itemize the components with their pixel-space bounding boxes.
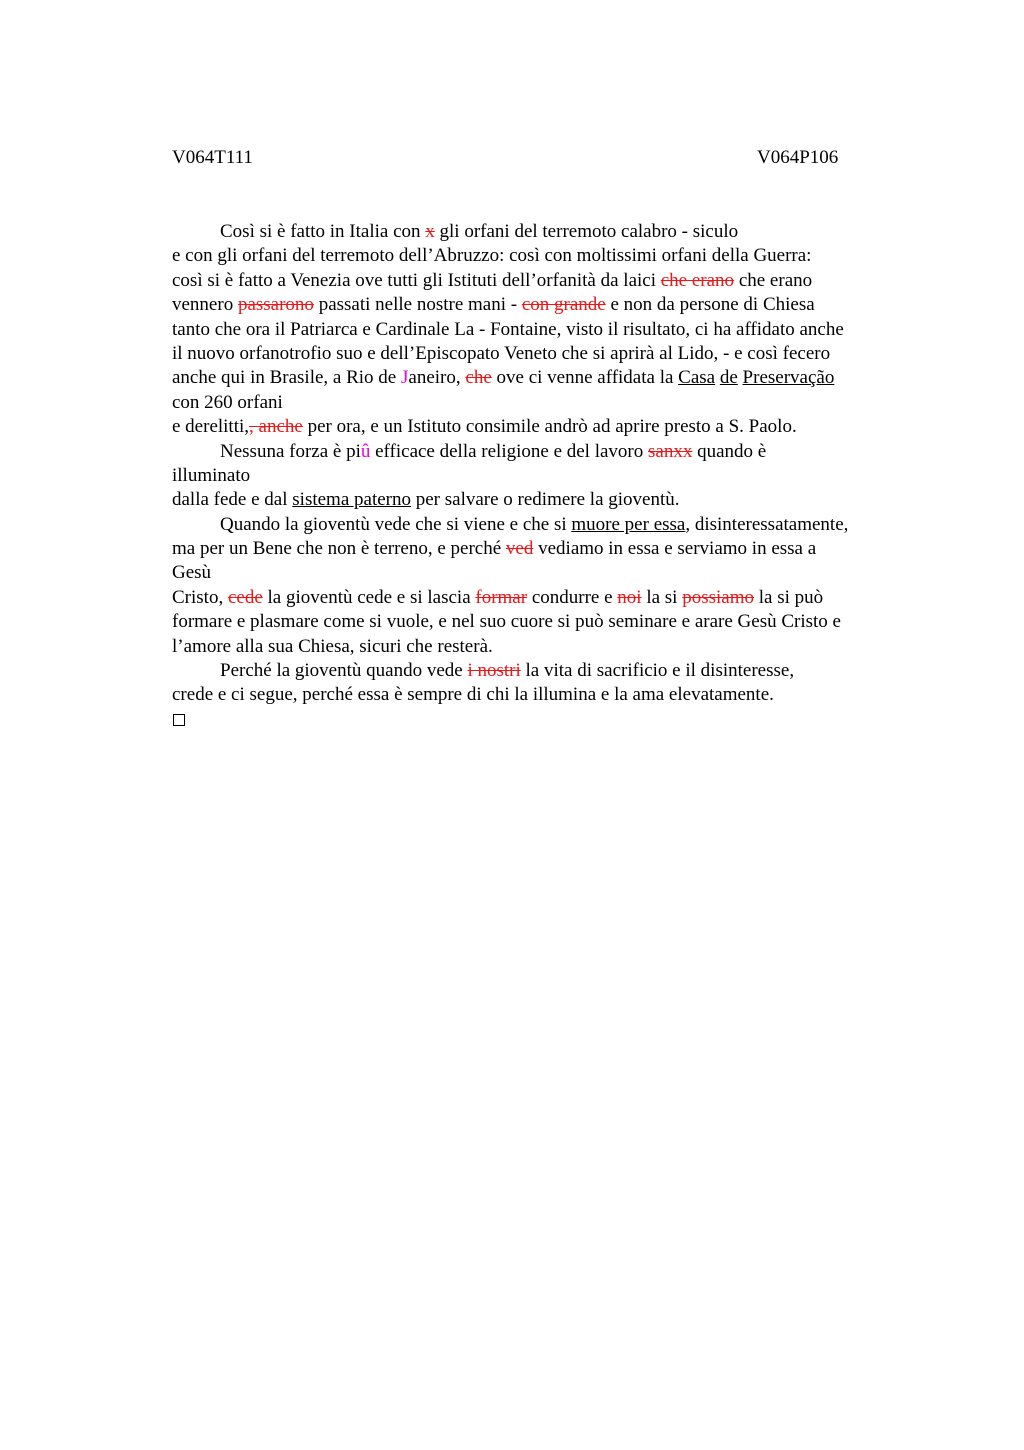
text-segment: per salvare o redimere la gioventù.: [410, 489, 680, 511]
deleted-text: i nostri: [467, 660, 521, 682]
text-line: [172, 293, 912, 317]
text-line: [172, 659, 912, 683]
text-segment: Quando la gioventù vede che si viene e che si: [220, 513, 572, 535]
text-segment: vennero: [172, 294, 238, 316]
text-line: [172, 318, 912, 342]
text-line: [172, 513, 912, 537]
text-segment: il nuovo orfanotrofio suo e dell’Episcopato Veneto che si aprirà al Lido, - e così fecero: [172, 342, 831, 364]
deleted-text: formar: [475, 586, 528, 608]
text-line: [172, 586, 912, 610]
deleted-text: che: [465, 367, 492, 389]
text-line: [172, 220, 912, 244]
text-segment: così si è fatto a Venezia ove tutti gli Istituti dell’orfanità da laici: [172, 269, 661, 291]
text-segment: la si: [641, 586, 683, 608]
text-segment: anche qui in Brasile, a Rio de: [172, 367, 401, 389]
text-segment: Cristo,: [172, 586, 228, 608]
text-segment: tanto che ora il Patriarca e Cardinale La - Fontaine, visto il risultato, ci ha affidato anche: [172, 318, 844, 340]
text-segment: e derelitti,: [172, 416, 250, 438]
text-segment: condurre e: [527, 586, 618, 608]
text-segment: la vita di sacrificio e il disinteresse,: [520, 660, 795, 682]
text-line: [172, 683, 912, 707]
text-line: [172, 366, 912, 390]
deleted-text: x: [425, 221, 435, 242]
text-segment: per ora, e un Istituto consimile andrò ad aprire presto a S. Paolo.: [302, 416, 797, 438]
text-segment: l’amore alla sua Chiesa, sicuri che resterà.: [172, 635, 493, 657]
text-segment: efficace della religione e del lavoro: [370, 440, 649, 462]
corrected-text: J: [401, 367, 409, 389]
text-segment: e con gli orfani del terremoto dell’Abruzzo: così con moltissimi orfani della Guerra:: [172, 245, 812, 267]
text-line: [172, 488, 912, 512]
text-segment: Perché la gioventù quando vede: [220, 660, 468, 682]
deleted-text: possiamo: [682, 586, 754, 608]
text-segment: , disinteressatamente,: [685, 513, 849, 535]
text-line: [172, 244, 912, 268]
deleted-text: ved: [505, 538, 534, 560]
text-segment: ove ci venne affidata la: [491, 367, 679, 389]
deleted-text: , anche: [249, 416, 303, 438]
underlined-text: Casa: [678, 367, 716, 389]
corrected-text: û: [360, 440, 371, 462]
text-segment: passati nelle nostre mani -: [313, 294, 522, 316]
deleted-text: passarono: [237, 294, 314, 316]
text-segment: Nessuna forza è pi: [220, 440, 361, 462]
text-segment: gli orfani del terremoto calabro - siculo: [434, 221, 739, 242]
text-line: [172, 269, 912, 293]
document-body: [172, 220, 912, 732]
text-segment: la si può: [754, 586, 824, 608]
text-segment: Gesù: [172, 562, 212, 584]
text-segment: ma per un Bene che non è terreno, e perché: [172, 538, 506, 560]
deleted-text: noi: [617, 586, 642, 608]
underlined-text: muore per essa: [571, 513, 686, 535]
text-segment: Così si è fatto in Italia con: [220, 221, 426, 242]
underlined-text: Preservação: [742, 367, 835, 389]
text-segment: illuminato: [172, 464, 251, 486]
text-line: [172, 464, 912, 488]
end-marker-line: [172, 708, 912, 732]
text-line: [172, 561, 912, 585]
text-segment: aneiro,: [408, 367, 466, 389]
text-line: [172, 440, 912, 464]
text-segment: con 260 orfani: [172, 391, 283, 413]
text-line: [172, 610, 912, 634]
deleted-text: sanxx: [648, 440, 693, 462]
text-segment: dalla fede e dal: [172, 489, 293, 511]
deleted-text: con grande: [521, 294, 606, 316]
header-left-code: V064T111: [172, 147, 253, 168]
text-segment: quando è: [692, 440, 767, 462]
deleted-text: che erano: [660, 269, 735, 291]
text-line: [172, 635, 912, 659]
text-line: [172, 415, 912, 439]
text-segment: formare e plasmare come si vuole, e nel suo cuore si può seminare e arare Gesù Cristo e: [172, 611, 841, 633]
underlined-text: de: [719, 367, 738, 389]
text-line: [172, 537, 912, 561]
text-segment: crede e ci segue, perché essa è sempre di chi la illumina e la ama elevatamente.: [172, 684, 774, 706]
checkbox-icon: [173, 714, 185, 726]
text-line: [172, 391, 912, 415]
underlined-text: sistema paterno: [292, 489, 411, 511]
text-segment: e non da persone di Chiesa: [605, 294, 815, 316]
paragraph-lines: [172, 220, 912, 708]
text-segment: che erano: [734, 269, 813, 291]
text-segment: vediamo in essa e serviamo in essa a: [533, 538, 817, 560]
text-segment: la gioventù cede e si lascia: [262, 586, 476, 608]
deleted-text: cede: [227, 586, 263, 608]
text-line: [172, 342, 912, 366]
header-right-code: V064P106: [757, 147, 839, 168]
